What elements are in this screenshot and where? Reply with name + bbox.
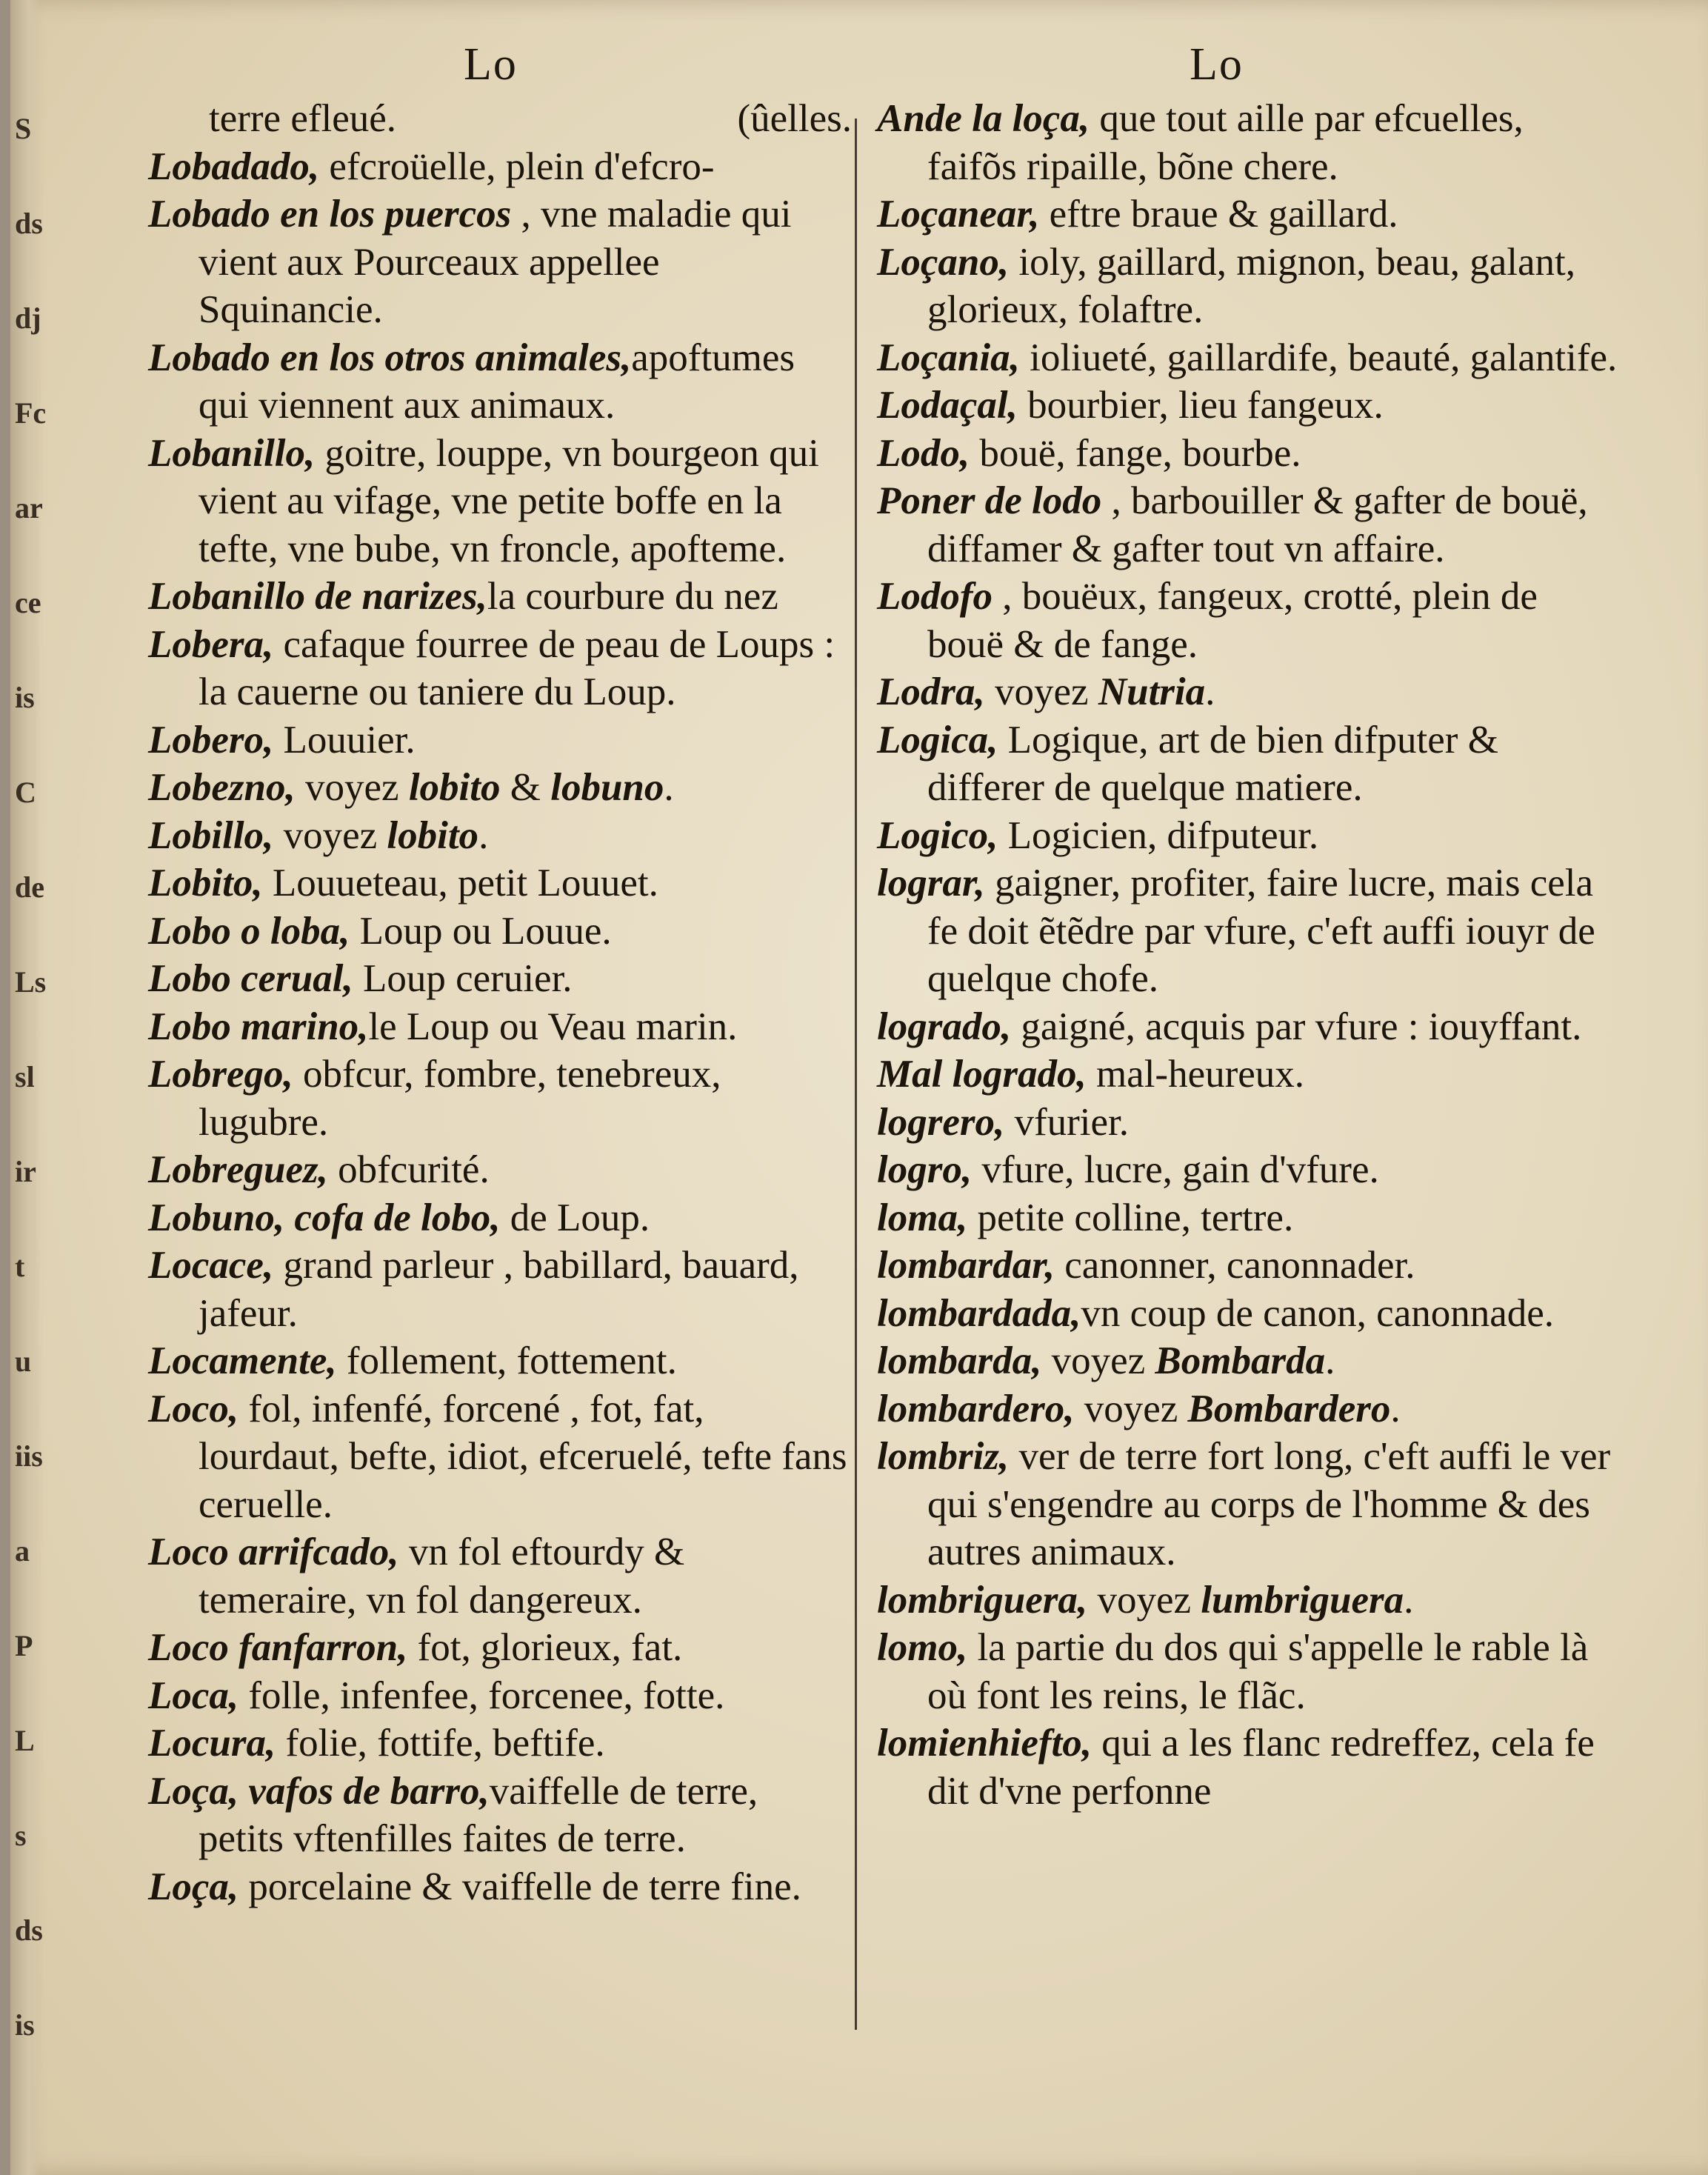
dictionary-entry xyxy=(148,190,852,334)
headword: Loçania, xyxy=(877,336,1020,379)
dictionary-entry xyxy=(148,859,852,907)
dictionary-entry xyxy=(877,1099,1618,1147)
margin-fragment: a xyxy=(15,1534,30,1568)
headword: Loco fanfarron, xyxy=(148,1626,408,1669)
margin-fragment: Fc xyxy=(15,396,47,430)
dictionary-entry xyxy=(148,1719,852,1768)
dictionary-entry xyxy=(148,334,852,430)
headword: lomienhiefto, xyxy=(877,1722,1092,1765)
margin-fragment: is xyxy=(15,2008,35,2042)
margin-fragment: iis xyxy=(15,1439,43,1473)
headword: logrero, xyxy=(877,1100,1005,1144)
dictionary-entry xyxy=(148,716,852,765)
dictionary-entry xyxy=(148,1385,852,1529)
dictionary-entry xyxy=(877,1576,1618,1625)
headword: Bombardero xyxy=(1187,1387,1391,1430)
definition: Logicien, difputeur. xyxy=(998,813,1319,857)
definition: Louuier. xyxy=(273,718,416,762)
dictionary-entry xyxy=(877,859,1618,1003)
dictionary-entry xyxy=(148,430,852,573)
dictionary-entry xyxy=(877,1433,1618,1576)
definition: eftre braue & gaillard. xyxy=(1039,193,1398,236)
margin-fragment: de xyxy=(15,870,44,904)
definition xyxy=(284,1196,294,1239)
headword: Loca, xyxy=(148,1673,239,1717)
definition: . xyxy=(664,766,674,809)
definition: . xyxy=(1325,1339,1335,1382)
definition: vfure, lucre, gain d'vfure. xyxy=(972,1148,1379,1191)
headword: lobito xyxy=(387,813,479,857)
definition: voyez xyxy=(1074,1387,1188,1430)
headword: lumbriguera xyxy=(1201,1578,1404,1622)
headword: Ande la loça, xyxy=(877,97,1090,140)
definition: mal-heureux. xyxy=(1086,1053,1305,1096)
headword: Loça, xyxy=(148,1865,239,1908)
dictionary-entry xyxy=(148,1242,852,1337)
headword: lombriz, xyxy=(877,1435,1010,1478)
dictionary-entry xyxy=(877,716,1618,812)
headword: Lobanillo de narizes, xyxy=(148,575,487,618)
headword: Lodo, xyxy=(877,431,970,475)
headword: lobito xyxy=(408,766,501,809)
dictionary-entry xyxy=(877,668,1618,716)
dictionary-entry xyxy=(148,907,852,956)
definition: cafaque fourree de peau de Loups : la cauerne ou taniere du Loup. xyxy=(199,622,835,713)
dictionary-entry xyxy=(877,190,1618,239)
definition: voyez xyxy=(295,766,409,809)
dictionary-entry xyxy=(877,382,1618,430)
definition: Logique, art de bien difputer & differer de quelque matiere. xyxy=(927,718,1498,809)
headword: Lodaçal, xyxy=(877,384,1018,427)
definition: vfurier. xyxy=(1004,1100,1130,1144)
headword: Lobo o loba, xyxy=(148,909,350,953)
headword: Poner de lodo xyxy=(877,479,1102,522)
dictionary-entry xyxy=(148,1050,852,1146)
continuation-text: terre efleué. xyxy=(209,97,397,140)
headword: lomo, xyxy=(877,1626,968,1669)
adjacent-page-edge xyxy=(10,0,47,2175)
dictionary-entry xyxy=(877,1194,1618,1242)
definition: & xyxy=(500,766,551,809)
headword: lombardar, xyxy=(877,1244,1055,1287)
dictionary-entry xyxy=(148,1146,852,1194)
headword: Lodra, xyxy=(877,670,985,713)
definition: grand parleur , babillard, bauard, jafeur. xyxy=(199,1244,799,1335)
headword: lobuno xyxy=(550,766,664,809)
headword: Locamente, xyxy=(148,1339,337,1382)
definition: obfcur, fombre, tenebreux, lugubre. xyxy=(199,1053,721,1144)
definition: le Loup ou Veau marin. xyxy=(368,1005,738,1048)
margin-fragment: ce xyxy=(15,586,41,619)
definition: qui a les flanc redreffez, cela fe dit d'vne perfonne xyxy=(927,1722,1595,1813)
definition: . xyxy=(1205,670,1215,713)
margin-fragment: is xyxy=(15,681,35,714)
headword: Lobanillo, xyxy=(148,431,316,475)
definition: Loup ceruier. xyxy=(353,957,573,1000)
definition: que tout aille par efcuelles, faifõs ripaille, bõne chere. xyxy=(927,97,1524,188)
definition: Louueteau, petit Louuet. xyxy=(262,862,658,905)
definition: apoftumes qui viennent aux animaux. xyxy=(199,336,795,427)
headword: Locura, xyxy=(148,1722,276,1765)
definition: efcroüelle, plein d'efcro- xyxy=(319,144,715,188)
headword: Lobero, xyxy=(148,718,274,762)
margin-fragment: C xyxy=(15,776,36,809)
headword: Lobado en los puercos xyxy=(148,193,512,236)
headword: cofa de lobo, xyxy=(294,1196,501,1239)
definition: obfcurité. xyxy=(327,1148,490,1191)
dictionary-entry xyxy=(148,1337,852,1385)
definition: canonner, canonnader. xyxy=(1055,1244,1415,1287)
dictionary-entry xyxy=(148,1194,852,1242)
dictionary-entry xyxy=(877,1003,1618,1051)
definition: gaigné, acquis par vfure : iouyffant. xyxy=(1011,1005,1582,1048)
definition: bouë, fange, bourbe. xyxy=(970,431,1301,475)
dictionary-entry xyxy=(877,95,1618,190)
headword: Locace, xyxy=(148,1244,274,1287)
definition: bourbier, lieu fangeux. xyxy=(1017,384,1384,427)
book-page xyxy=(10,0,1708,2175)
definition: , barbouiller & gafter de bouë, diffamer & gafter tout vn affaire. xyxy=(927,479,1588,570)
definition: fot, glorieux, fat. xyxy=(407,1626,683,1669)
definition: ioly, gaillard, mignon, beau, galant, glorieux, folaftre. xyxy=(927,240,1576,331)
headword: loma, xyxy=(877,1196,968,1239)
dictionary-entry xyxy=(148,955,852,1003)
definition: fol, infenfé, forcené , fot, fat, lourdaut, befte, idiot, efceruelé, tefte fans ceruelle. xyxy=(199,1387,847,1526)
margin-fragment: ds xyxy=(15,1913,43,1947)
dictionary-entry xyxy=(877,430,1618,478)
margin-fragment: ir xyxy=(15,1155,36,1188)
margin-fragment: sl xyxy=(15,1060,35,1093)
headword: Lobito, xyxy=(148,862,263,905)
headword: Lobreguez, xyxy=(148,1148,328,1191)
headword: Loça, vafos de barro, xyxy=(148,1769,490,1813)
definition: la courbure du nez xyxy=(487,575,778,618)
definition: de Loup. xyxy=(500,1196,650,1239)
headword: Lobezno, xyxy=(148,766,296,809)
dictionary-entry xyxy=(148,1863,852,1911)
dictionary-entry xyxy=(877,1337,1618,1385)
headword: logrado, xyxy=(877,1005,1012,1048)
definition: . xyxy=(478,813,489,857)
dictionary-entry xyxy=(877,239,1618,334)
margin-fragment: L xyxy=(15,1724,35,1757)
headword: Lobadado, xyxy=(148,144,320,188)
headword: Lobuno, xyxy=(148,1196,285,1239)
definition: gaigner, profiter, faire lucre, mais cela fe doit ẽtẽdre par vfure, c'eft auffi iouyr de quelque chofe. xyxy=(927,862,1595,1000)
dictionary-entry xyxy=(877,477,1618,573)
margin-fragment: t xyxy=(15,1250,25,1283)
dictionary-entry xyxy=(877,334,1618,382)
continuation-line xyxy=(148,95,852,143)
dictionary-entry xyxy=(877,1719,1618,1815)
definition: vn coup de canon, canonnade. xyxy=(1081,1291,1555,1335)
dictionary-entry xyxy=(877,1146,1618,1194)
running-head-left: Lo xyxy=(464,39,518,90)
definition: Loup ou Louue. xyxy=(350,909,612,953)
margin-fragment: ds xyxy=(15,207,43,240)
headword: logro, xyxy=(877,1148,973,1191)
dictionary-entry xyxy=(148,143,852,191)
headword: Lodofo xyxy=(877,575,993,618)
margin-fragment: ar xyxy=(15,491,43,524)
headword: Lobillo, xyxy=(148,813,274,857)
headword: Lobo cerual, xyxy=(148,957,353,1000)
definition: voyez xyxy=(273,813,387,857)
definition: ioliueté, gaillardife, beauté, galantife. xyxy=(1019,336,1618,379)
headword: Bombarda xyxy=(1155,1339,1326,1382)
headword: Lobrego, xyxy=(148,1053,293,1096)
definition: goitre, louppe, vn bourgeon qui vient au vifage, vne petite boffe en la tefte, vne bube, vn froncle, apofteme. xyxy=(199,431,819,570)
definition: porcelaine & vaiffelle de terre fine. xyxy=(238,1865,801,1908)
dictionary-entry xyxy=(877,1290,1618,1338)
dictionary-entry xyxy=(148,764,852,812)
headword: lombarda, xyxy=(877,1339,1042,1382)
dictionary-entry xyxy=(877,1624,1618,1719)
headword: Logica, xyxy=(877,718,998,762)
dictionary-entry xyxy=(148,1672,852,1720)
definition: vaiffelle de terre, petits vftenfilles faites de terre. xyxy=(199,1769,758,1860)
definition: . xyxy=(1404,1578,1414,1622)
margin-fragment: u xyxy=(15,1345,32,1378)
margin-fragment: dj xyxy=(15,302,41,335)
dictionary-entry xyxy=(148,621,852,716)
margin-fragment: S xyxy=(15,112,32,145)
left-column xyxy=(148,95,852,1911)
headword: lombardero, xyxy=(877,1387,1075,1430)
dictionary-entry xyxy=(877,1050,1618,1099)
right-column xyxy=(877,95,1618,1815)
dictionary-entry xyxy=(148,1624,852,1672)
definition: folie, fottife, beftife. xyxy=(276,1722,605,1765)
dictionary-entry xyxy=(877,573,1618,668)
headword: Loco arrifcado, xyxy=(148,1531,399,1573)
margin-fragment: P xyxy=(15,1629,33,1662)
headword: lograr, xyxy=(877,862,985,905)
definition: , bouëux, fangeux, crotté, plein de bouë & de fange. xyxy=(927,575,1538,666)
definition: vn fol eftourdy & temeraire, vn fol dangereux. xyxy=(199,1531,685,1622)
definition: voyez xyxy=(1041,1339,1155,1382)
definition: . xyxy=(1390,1387,1401,1430)
running-head-right: Lo xyxy=(1190,39,1244,90)
definition: folle, infenfee, forcenee, fotte. xyxy=(238,1673,725,1717)
headword: lombardada, xyxy=(877,1291,1081,1335)
definition: voyez xyxy=(1087,1578,1201,1622)
definition: petite colline, tertre. xyxy=(967,1196,1294,1239)
headword: Loçano, xyxy=(877,240,1010,284)
headword: Lobo marino, xyxy=(148,1005,369,1048)
dictionary-entry xyxy=(148,1528,852,1624)
headword: lombriguera, xyxy=(877,1578,1088,1622)
dictionary-entry xyxy=(148,1003,852,1051)
definition: voyez xyxy=(984,670,1098,713)
dictionary-entry xyxy=(877,1385,1618,1433)
definition: , vne maladie qui vient aux Pourceaux appellee Squinancie. xyxy=(199,193,792,331)
dictionary-entry xyxy=(877,1242,1618,1290)
dictionary-entry xyxy=(148,573,852,621)
headword: Nutria xyxy=(1098,670,1206,713)
headword: Logico, xyxy=(877,813,998,857)
margin-fragment: Ls xyxy=(15,965,47,999)
headword: Loco, xyxy=(148,1387,239,1430)
dictionary-entry xyxy=(877,812,1618,860)
dictionary-entry xyxy=(148,1768,852,1863)
column-rule xyxy=(855,119,857,2030)
headword: Mal logrado, xyxy=(877,1053,1087,1096)
definition: ver de terre fort long, c'eft auffi le ver qui s'engendre au corps de l'homme & des autres animaux. xyxy=(927,1435,1611,1573)
dictionary-entry xyxy=(148,812,852,860)
continuation-tail: (ûelles. xyxy=(737,97,852,140)
definition: la partie du dos qui s'appelle le rable là où font les reins, le flãc. xyxy=(927,1626,1589,1717)
headword: Lobera, xyxy=(148,622,274,666)
margin-fragment: s xyxy=(15,1819,27,1852)
headword: Lobado en los otros animales, xyxy=(148,336,632,379)
definition: follement, fottement. xyxy=(336,1339,677,1382)
headword: Loçanear, xyxy=(877,193,1040,236)
